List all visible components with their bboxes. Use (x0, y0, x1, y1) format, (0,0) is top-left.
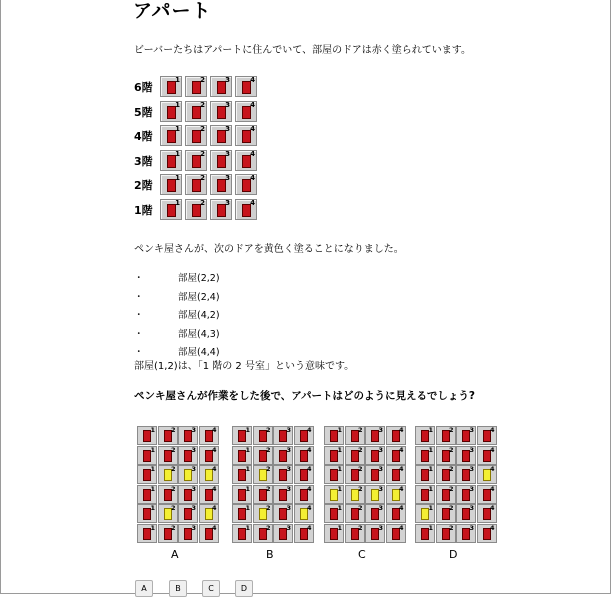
list-bullet: ・ (134, 347, 144, 358)
room-cell (456, 485, 476, 504)
room-cell (199, 504, 219, 523)
room-number: 2 (200, 76, 205, 84)
room-number: 4 (211, 445, 217, 454)
list-bullet: ・ (134, 291, 144, 303)
room-number: 2 (357, 465, 363, 473)
room-cell (160, 125, 182, 146)
room-number: 2 (200, 125, 205, 133)
room-cell (253, 426, 273, 445)
room-number: 2 (357, 484, 363, 493)
room-cell (345, 504, 365, 523)
room-cell (232, 446, 252, 465)
room-cell (415, 524, 435, 543)
room-cell (178, 465, 198, 484)
room-number: 3 (225, 149, 230, 158)
room-number: 2 (200, 100, 205, 109)
room-number: 3 (225, 125, 230, 133)
room-cell (365, 465, 385, 484)
room-cell (235, 125, 257, 146)
room-cell (477, 524, 497, 543)
room-number: 4 (306, 504, 312, 512)
room-cell (345, 524, 365, 543)
room-number: 4 (211, 523, 217, 532)
room-cell (235, 199, 257, 220)
room-cell (294, 524, 314, 543)
room-cell (415, 426, 435, 445)
room-number: 4 (398, 523, 404, 532)
answer-button-b[interactable]: B (169, 580, 187, 597)
room-number: 4 (398, 504, 404, 512)
room-number: 1 (175, 100, 180, 109)
room-cell (137, 446, 157, 465)
room-number: 4 (306, 465, 312, 473)
room-number: 3 (286, 484, 291, 493)
room-cell (294, 485, 314, 504)
room-cell (386, 504, 406, 523)
room-number: 4 (211, 504, 217, 512)
room-list-item (134, 344, 334, 358)
room-number: 3 (469, 426, 474, 434)
room-number: 2 (200, 149, 205, 158)
room-cell (137, 465, 157, 484)
room-number: 4 (489, 484, 495, 493)
option-label: C (358, 548, 366, 561)
room-label: 部屋(2,4) (178, 291, 220, 303)
room-cell (273, 465, 293, 484)
room-cell (137, 524, 157, 543)
room-number: 1 (428, 523, 433, 532)
room-cell (210, 174, 232, 195)
room-number: 3 (469, 465, 474, 473)
room-cell (210, 76, 232, 97)
room-cell (158, 446, 178, 465)
room-number: 1 (337, 504, 342, 512)
room-cell (185, 150, 207, 171)
room-number: 3 (191, 523, 196, 532)
room-cell (273, 504, 293, 523)
room-cell (158, 524, 178, 543)
room-cell (324, 504, 344, 523)
room-cell (185, 76, 207, 97)
room-list-item (134, 289, 334, 303)
room-cell (253, 446, 273, 465)
room-cell (210, 199, 232, 220)
room-number: 1 (245, 504, 250, 512)
room-cell (386, 446, 406, 465)
room-number: 3 (378, 445, 383, 454)
room-cell (456, 465, 476, 484)
room-cell (294, 426, 314, 445)
room-cell (477, 485, 497, 504)
room-cell (386, 524, 406, 543)
room-number: 2 (170, 445, 176, 454)
room-cell (456, 524, 476, 543)
room-number: 4 (489, 445, 495, 454)
room-cell (273, 426, 293, 445)
room-number: 1 (337, 445, 342, 454)
room-cell (199, 446, 219, 465)
room-cell (386, 465, 406, 484)
floor-label: 2階 (134, 179, 153, 192)
room-list-item (134, 307, 334, 321)
room-number: 4 (211, 465, 217, 473)
room-number: 1 (245, 445, 250, 454)
room-cell (415, 446, 435, 465)
room-cell (365, 426, 385, 445)
room-label: 部屋(2,2) (178, 273, 220, 284)
option-label: B (266, 548, 274, 561)
room-cell (232, 485, 252, 504)
room-number: 2 (448, 426, 454, 434)
option-label: A (171, 548, 179, 561)
room-cell (232, 504, 252, 523)
floor-label: 5階 (134, 105, 153, 119)
room-cell (199, 524, 219, 543)
room-number: 4 (306, 523, 312, 532)
room-cell (158, 485, 178, 504)
room-cell (365, 524, 385, 543)
room-number: 1 (428, 445, 433, 454)
room-cell (365, 485, 385, 504)
room-number: 3 (469, 523, 474, 532)
room-number: 2 (200, 198, 205, 207)
room-cell (160, 150, 182, 171)
room-number: 3 (469, 484, 474, 493)
option-label: D (449, 548, 458, 561)
room-cell (160, 174, 182, 195)
room-number: 1 (175, 149, 180, 158)
room-number: 3 (225, 100, 230, 109)
room-cell (210, 150, 232, 171)
answer-button-d[interactable]: D (235, 580, 253, 597)
room-number: 4 (398, 484, 404, 493)
room-number: 2 (448, 445, 454, 454)
room-cell (185, 101, 207, 122)
room-number: 3 (191, 426, 196, 434)
room-number: 4 (398, 445, 404, 454)
room-cell (345, 426, 365, 445)
room-label: 部屋(4,2) (178, 310, 220, 321)
room-number: 3 (378, 523, 383, 532)
room-number: 1 (150, 484, 155, 493)
room-number: 4 (250, 76, 255, 84)
room-number: 2 (170, 465, 176, 473)
list-bullet: ・ (134, 328, 144, 340)
room-cell (210, 101, 232, 122)
room-number: 4 (489, 426, 495, 434)
room-cell (436, 446, 456, 465)
room-list-item (134, 326, 334, 340)
room-cell (185, 174, 207, 195)
room-number: 3 (286, 523, 291, 532)
room-cell (178, 524, 198, 543)
room-number: 1 (150, 465, 155, 473)
room-number: 3 (286, 504, 291, 512)
room-number: 2 (448, 465, 454, 473)
room-cell (232, 465, 252, 484)
room-number: 2 (265, 484, 271, 493)
room-number: 1 (245, 465, 250, 473)
room-number: 2 (200, 174, 205, 182)
room-cell (178, 446, 198, 465)
question-text: ペンキ屋さんが作業をした後で、アパートはどのように見えるでしょう? (134, 390, 475, 402)
room-cell (199, 465, 219, 484)
room-cell (253, 465, 273, 484)
room-cell (158, 504, 178, 523)
room-cell (294, 504, 314, 523)
room-cell (137, 504, 157, 523)
room-number: 1 (337, 426, 342, 434)
room-cell (436, 524, 456, 543)
room-cell (137, 485, 157, 504)
room-number: 4 (250, 198, 255, 207)
room-cell (456, 426, 476, 445)
room-number: 4 (306, 484, 312, 493)
room-number: 1 (175, 174, 180, 182)
room-cell (345, 465, 365, 484)
room-cell (158, 426, 178, 445)
list-bullet: ・ (134, 273, 144, 284)
room-cell (415, 504, 435, 523)
room-number: 1 (337, 465, 342, 473)
room-cell (273, 446, 293, 465)
room-number: 1 (175, 125, 180, 133)
room-number: 4 (489, 465, 495, 473)
room-cell (235, 174, 257, 195)
room-cell (415, 485, 435, 504)
room-number: 4 (489, 504, 495, 512)
page-title: アパート (133, 0, 212, 22)
room-number: 2 (265, 445, 271, 454)
room-number: 3 (286, 445, 291, 454)
room-cell (456, 504, 476, 523)
room-cell (273, 485, 293, 504)
room-cell (436, 426, 456, 445)
room-cell (160, 76, 182, 97)
room-cell (199, 485, 219, 504)
room-number: 3 (191, 484, 196, 493)
room-cell (137, 426, 157, 445)
room-number: 2 (265, 465, 271, 473)
room-number: 3 (191, 445, 196, 454)
room-cell (415, 465, 435, 484)
room-label: 部屋(4,3) (178, 328, 220, 340)
room-number: 3 (469, 445, 474, 454)
room-cell (232, 524, 252, 543)
room-number: 3 (225, 174, 230, 182)
room-cell (365, 504, 385, 523)
room-number: 3 (191, 465, 196, 473)
room-cell (365, 446, 385, 465)
room-cell (477, 504, 497, 523)
room-cell (199, 426, 219, 445)
room-number: 2 (170, 484, 176, 493)
room-number: 4 (306, 445, 312, 454)
floor-label: 4階 (134, 130, 153, 143)
room-number: 4 (398, 465, 404, 473)
room-cell (253, 524, 273, 543)
room-number: 1 (337, 484, 342, 493)
room-number: 3 (378, 504, 383, 512)
room-number: 2 (448, 484, 454, 493)
room-number: 1 (150, 523, 155, 532)
room-cell (386, 485, 406, 504)
room-cell (210, 125, 232, 146)
room-number: 4 (250, 149, 255, 158)
room-label: 部屋(4,4) (178, 347, 220, 358)
room-number: 4 (250, 174, 255, 182)
room-cell (178, 485, 198, 504)
room-number: 1 (245, 484, 250, 493)
room-number: 1 (428, 426, 433, 434)
room-cell (324, 426, 344, 445)
room-number: 3 (286, 426, 291, 434)
floor-label: 1階 (134, 203, 153, 217)
room-number: 1 (150, 426, 155, 434)
room-cell (345, 485, 365, 504)
room-number: 4 (398, 426, 404, 434)
room-number: 1 (245, 523, 250, 532)
room-number: 2 (357, 445, 363, 454)
meaning-text: 部屋(1,2)は、「1 階の 2 号室」という意味です。 (134, 361, 355, 372)
room-cell (477, 465, 497, 484)
room-list-item (134, 270, 334, 284)
room-number: 1 (150, 445, 155, 454)
floor-label: 6階 (134, 81, 153, 94)
room-number: 4 (211, 484, 217, 493)
room-cell (324, 485, 344, 504)
room-number: 1 (175, 76, 180, 84)
room-cell (324, 465, 344, 484)
room-number: 1 (245, 426, 250, 434)
room-cell (158, 465, 178, 484)
room-cell (232, 426, 252, 445)
room-cell (160, 199, 182, 220)
room-number: 3 (191, 504, 196, 512)
room-cell (235, 150, 257, 171)
room-number: 4 (250, 125, 255, 133)
list-bullet: ・ (134, 310, 144, 321)
room-cell (324, 446, 344, 465)
room-number: 2 (170, 523, 176, 532)
room-number: 4 (211, 426, 217, 434)
room-number: 2 (170, 504, 176, 512)
room-cell (235, 76, 257, 97)
room-number: 4 (489, 523, 495, 532)
room-cell (253, 504, 273, 523)
room-number: 1 (150, 504, 155, 512)
room-number: 3 (225, 198, 230, 207)
room-number: 3 (225, 76, 230, 84)
painter-text: ペンキ屋さんが、次のドアを黄色く塗ることになりました。 (134, 244, 404, 255)
room-number: 1 (428, 465, 433, 473)
room-number: 1 (175, 198, 180, 207)
room-number: 2 (265, 426, 271, 434)
room-cell (235, 101, 257, 122)
room-number: 2 (170, 426, 176, 434)
room-number: 3 (378, 484, 383, 493)
room-number: 2 (357, 426, 363, 434)
room-cell (160, 101, 182, 122)
room-cell (345, 446, 365, 465)
room-cell (436, 465, 456, 484)
intro-text: ビーバーたちはアパートに住んでいて、部屋のドアは赤く塗られています。 (134, 45, 471, 56)
answer-button-c[interactable]: C (202, 580, 220, 597)
room-cell (386, 426, 406, 445)
room-number: 3 (378, 465, 383, 473)
room-cell (456, 446, 476, 465)
room-cell (477, 446, 497, 465)
room-number: 1 (337, 523, 342, 532)
room-number: 1 (428, 484, 433, 493)
room-cell (253, 485, 273, 504)
room-cell (185, 125, 207, 146)
room-number: 3 (469, 504, 474, 512)
room-number: 2 (357, 504, 363, 512)
room-number: 2 (265, 523, 271, 532)
room-cell (324, 524, 344, 543)
room-number: 2 (448, 504, 454, 512)
room-cell (436, 485, 456, 504)
room-number: 2 (357, 523, 363, 532)
room-cell (477, 426, 497, 445)
room-number: 3 (286, 465, 291, 473)
room-cell (273, 524, 293, 543)
room-number: 1 (428, 504, 433, 512)
room-number: 4 (306, 426, 312, 434)
room-number: 2 (448, 523, 454, 532)
room-cell (178, 426, 198, 445)
room-cell (294, 446, 314, 465)
room-cell (436, 504, 456, 523)
room-cell (185, 199, 207, 220)
floor-label: 3階 (134, 154, 153, 168)
room-cell (178, 504, 198, 523)
room-number: 3 (378, 426, 383, 434)
answer-button-a[interactable]: A (135, 580, 153, 597)
room-number: 2 (265, 504, 271, 512)
room-cell (294, 465, 314, 484)
room-number: 4 (250, 100, 255, 109)
